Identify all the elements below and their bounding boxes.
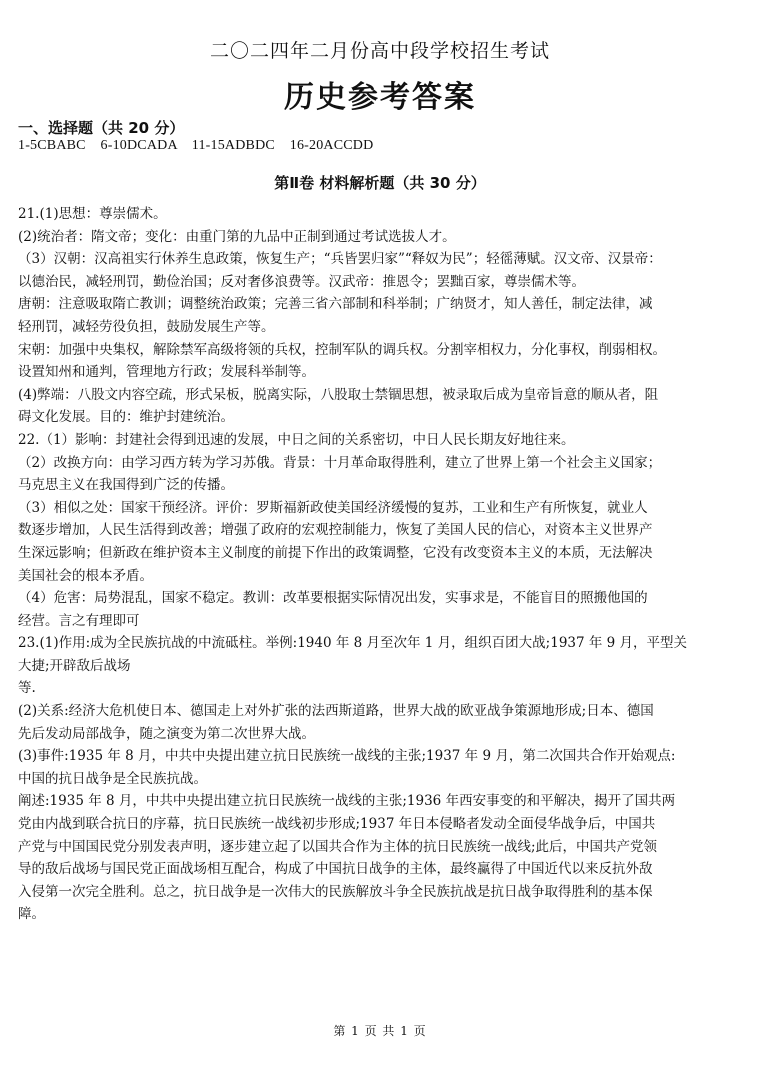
text-line: 阐述:1935 年 8 月，中共中央提出建立抗日民族统一战线的主张;1936 年西安事变的和平解决，揭开了国共两	[18, 793, 676, 810]
exam-header: 二〇二四年二月份高中段学校招生考试	[209, 40, 550, 62]
text-line: (2)关系:经济大危机使日本、德国走上对外扩张的法西斯道路，世界大战的欧亚战争策源地形成;日本、德国	[18, 703, 654, 720]
text-line: （3）汉朝：汉高祖实行休养生息政策，恢复生产；“兵皆罢归家”“释奴为民”；轻徭薄赋。汉文帝、汉景帝：	[18, 251, 662, 268]
text-line: 23.(1)作用:成为全民族抗战的中流砥柱。举例:1940 年 8 月至次年 1 月，组织百团大战;1937 年 9 月，平型关	[18, 635, 688, 652]
text-line: 入侵第一次完全胜利。总之，抗日战争是一次伟大的民族解放斗争全民族抗战是抗日战争取得胜利的基本保	[18, 883, 653, 900]
text-line: （3）相似之处：国家干预经济。评价：罗斯福新政使美国经济缓慢的复苏，工业和生产有所恢复，就业人	[18, 499, 648, 516]
page-title: 历史参考答案	[284, 80, 476, 115]
text-line: 等.	[18, 680, 36, 697]
text-line: 以德治民，减轻刑罚，勤俭治国；反对奢侈浪费等。汉武帝：推恩令；罢黜百家，尊崇儒术等。	[18, 273, 585, 290]
text-line: 22.（1）影响：封建社会得到迅速的发展，中日之间的关系密切，中日人民长期友好地往来。	[18, 431, 575, 448]
text-line: 生深远影响；但新政在维护资本主义制度的前提下作出的政策调整，它没有改变资本主义的本质，无法解决	[18, 544, 653, 561]
text-line: （2）改换方向：由学习西方转为学习苏俄。背景：十月革命取得胜利，建立了世界上第一个社会主义国家；	[18, 454, 662, 471]
text-line: 党由内战到联合抗日的序幕，抗日民族统一战线初步形成;1937 年日本侵略者发动全面侵华战争后，中国共	[18, 816, 656, 833]
section-one-heading: 一、选择题（共 20 分）	[18, 119, 185, 137]
text-line: (2)统治者：隋文帝；变化：由重门第的九品中正制到通过考试选拔人才。	[18, 228, 456, 245]
text-line: 轻刑罚，减轻劳役负担，鼓励发展生产等。	[18, 318, 275, 335]
text-line: 21.(1)思想：尊崇儒术。	[18, 206, 167, 222]
text-line: 马克思主义在我国得到广泛的传播。	[18, 477, 234, 494]
text-line: 美国社会的根本矛盾。	[18, 567, 153, 584]
text-line: 障。	[18, 906, 45, 923]
text-line: （4）危害：局势混乱，国家不稳定。教训：改革要根据实际情况出发，实事求是，不能盲目的照搬他国的	[18, 590, 648, 607]
multiple-choice-answers: 1-5CBABC 6-10DCADA 11-15ADBDC 16-20ACCDD	[18, 138, 374, 153]
text-line: 中国的抗日战争是全民族抗战。	[18, 770, 207, 787]
text-line: 唐朝：注意吸取隋亡教训；调整统治政策；完善三省六部制和科举制；广纳贤才，知人善任，制定法律，减	[18, 296, 653, 313]
text-line: (3)事件:1935 年 8 月，中共中央提出建立抗日民族统一战线的主张;1937 年 9 月，第二次国共合作开始观点:	[18, 748, 676, 765]
answer-body	[18, 203, 742, 926]
text-line: 产党与中国国民党分别发表声明，逐步建立起了以国共合作为主体的抗日民族统一战线;此后，中国共产党领	[18, 838, 658, 855]
text-line: 宋朝：加强中央集权，解除禁军高级将领的兵权，控制军队的调兵权。分割宰相权力，分化事权，削弱相权。	[18, 341, 666, 358]
page-footer: 第 1 页 共 1 页	[333, 1024, 427, 1038]
text-line: (4)弊端：八股文内容空疏，形式呆板，脱离实际，八股取士禁锢思想，被录取后成为皇帝旨意的顺从者，阻	[18, 386, 659, 403]
text-line: 先后发动局部战争，随之演变为第二次世界大战。	[18, 725, 315, 742]
part-two-title: 第Ⅱ卷 材料解析题（共 30 分）	[274, 174, 486, 192]
text-line: 经营。言之有理即可	[18, 612, 140, 629]
text-line: 大捷;开辟敌后战场	[18, 657, 131, 674]
text-line: 数逐步增加，人民生活得到改善；增强了政府的宏观控制能力，恢复了美国人民的信心，对资本主义世界产	[18, 522, 653, 539]
text-line: 设置知州和通判，管理地方行政；发展科举制等。	[18, 364, 315, 381]
text-line: 碍文化发展。目的：维护封建统治。	[18, 409, 234, 426]
text-line: 导的敌后战场与国民党正面战场相互配合，构成了中国抗日战争的主体，最终赢得了中国近代以来反抗外敌	[18, 861, 653, 878]
